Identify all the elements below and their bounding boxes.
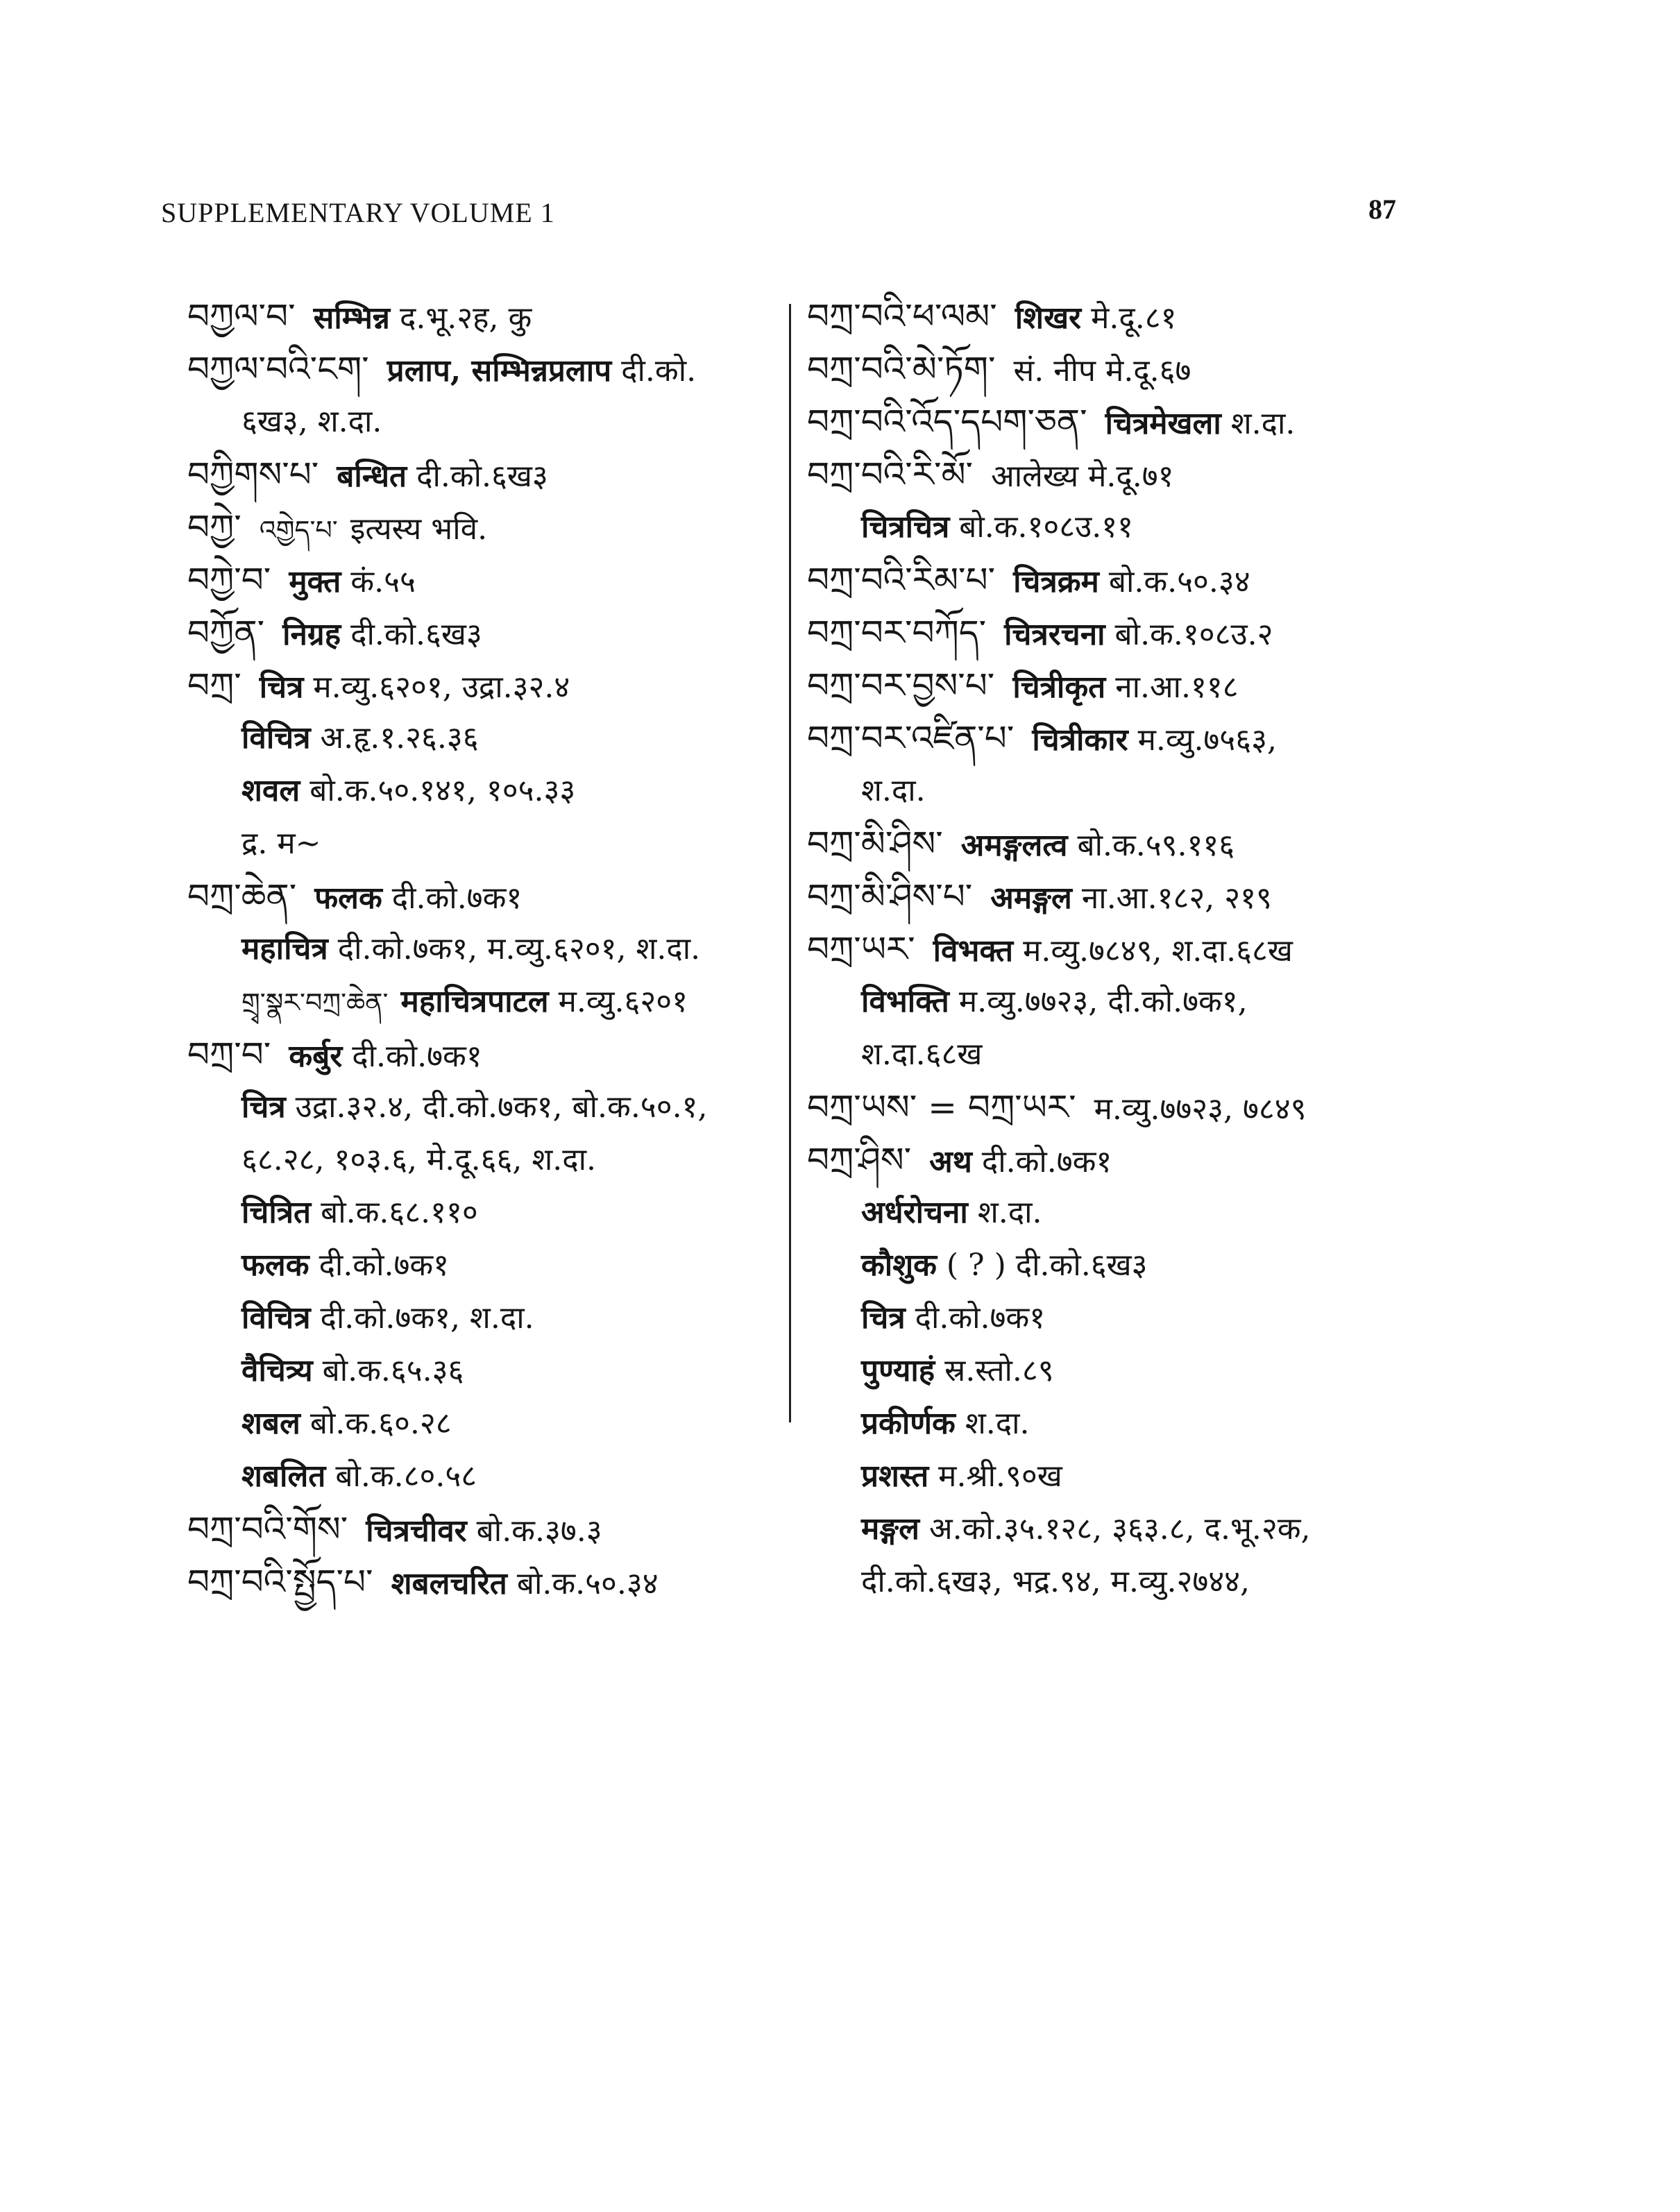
sanskrit-equivalent: शबलचरित xyxy=(391,1566,507,1601)
source-reference: द.भू.२ह, कु xyxy=(399,300,532,336)
dictionary-subentry xyxy=(187,395,798,448)
source-reference: म.श्री.९०ख xyxy=(938,1458,1062,1494)
tibetan-headword: བཀྲ་ཆེན་ xyxy=(187,876,297,917)
sanskrit-equivalent: फलक xyxy=(314,880,382,916)
source-reference: श.दा. xyxy=(1230,406,1296,441)
dictionary-entry xyxy=(187,290,798,343)
sanskrit-equivalent: मङ्गल xyxy=(861,1511,919,1547)
dictionary-entry xyxy=(187,554,798,606)
dictionary-entry xyxy=(807,606,1445,659)
dictionary-entry xyxy=(187,448,798,501)
dictionary-subentry xyxy=(187,1134,798,1186)
dictionary-subentry xyxy=(807,976,1445,1028)
source-reference: बो.क.६५.३६ xyxy=(322,1353,464,1388)
dictionary-subentry xyxy=(187,712,798,765)
sanskrit-equivalent: चित्रित xyxy=(241,1195,312,1230)
tibetan-headword: བཀྱལ་བ་ xyxy=(187,296,296,337)
tibetan-gloss: འགྱེད་པ་ xyxy=(259,515,338,545)
dictionary-subentry xyxy=(187,1450,798,1503)
sanskrit-equivalent: महाचित्रपाटल xyxy=(400,984,549,1019)
sanskrit-equivalent: अमङ्गलत्व xyxy=(960,828,1068,863)
source-reference: इत्यस्य भवि. xyxy=(350,511,488,547)
source-reference: बो.क.५०.३४ xyxy=(516,1566,659,1601)
source-reference: स्र.स्तो.८९ xyxy=(944,1353,1054,1388)
sanskrit-equivalent: विभक्ति xyxy=(861,984,949,1019)
tibetan-headword: བཀྱེ་ xyxy=(187,507,241,547)
dictionary-subentry xyxy=(187,1345,798,1397)
tibetan-headword: བཀྲ་བའི་རི་མོ་ xyxy=(807,454,974,495)
sanskrit-equivalent: विभक्त xyxy=(933,933,1014,969)
sanskrit-equivalent: निग्रह xyxy=(282,617,341,652)
source-reference: कं.५५ xyxy=(350,564,416,599)
dictionary-subentry xyxy=(187,923,798,976)
source-reference: श.दा.६८ख xyxy=(861,1037,983,1072)
source-reference: मे.दू.८१ xyxy=(1091,300,1177,336)
sanskrit-equivalent: चित्ररचना xyxy=(1004,617,1105,652)
dictionary-entry xyxy=(807,395,1445,448)
source-reference: दी.को.७क१ xyxy=(915,1300,1046,1336)
source-reference: म.व्यु.७५६३, xyxy=(1137,722,1277,758)
dictionary-subentry xyxy=(187,1081,798,1134)
sanskrit-equivalent: वैचित्र्य xyxy=(241,1353,313,1388)
page-number: 87 xyxy=(1368,194,1396,225)
tibetan-headword: བཀྲ་ཡར་ xyxy=(807,929,915,969)
source-reference: म.व्यु.७७२३, ७८४९ xyxy=(1094,1091,1307,1127)
sanskrit-equivalent: चित्रीकार xyxy=(1032,722,1128,758)
tibetan-headword: བཀྲ་བའི་གོས་ xyxy=(187,1509,348,1549)
dictionary-entry xyxy=(807,343,1445,395)
sanskrit-equivalent: पुण्याहं xyxy=(861,1353,935,1388)
running-header-title: SUPPLEMENTARY VOLUME 1 xyxy=(161,197,555,228)
sanskrit-equivalent: विचित्र xyxy=(241,1300,311,1336)
source-reference: श.दा. xyxy=(861,773,926,808)
sanskrit-equivalent: शबल xyxy=(241,1406,300,1441)
dictionary-subentry xyxy=(807,1292,1445,1345)
dictionary-subentry xyxy=(187,976,798,1028)
tibetan-gloss: གྲྭ་སྣར་བཀྲ་ཆེན་ xyxy=(241,987,389,1018)
dictionary-entry xyxy=(187,343,798,395)
source-reference: श.दा. xyxy=(965,1406,1030,1441)
source-reference: दी.को.७क१ xyxy=(352,1039,482,1074)
column-divider xyxy=(789,304,791,1422)
dictionary-subentry xyxy=(187,1397,798,1450)
dictionary-entry xyxy=(807,923,1445,976)
dictionary-subentry xyxy=(187,1292,798,1345)
source-reference: अ.को.३५.१२८, ३६३.८, द.भू.२क, xyxy=(929,1511,1311,1547)
tibetan-headword: བཀྲ་བའི་སྤྱོད་པ་ xyxy=(187,1562,373,1602)
dictionary-subentry xyxy=(187,765,798,817)
sanskrit-equivalent: चित्रचित्र xyxy=(861,509,950,545)
sanskrit-equivalent: बन्धित xyxy=(337,459,407,494)
source-reference: उद्रा.३२.४, दी.को.७क१, बो.क.५०.१, xyxy=(295,1089,708,1125)
tibetan-headword: བཀྲ་ཡས་ = བཀྲ་ཡར་ xyxy=(807,1087,1076,1128)
tibetan-headword: བཀྲ་བར་འཛིན་པ་ xyxy=(807,718,1015,758)
sanskrit-equivalent: अमङ्गल xyxy=(990,880,1072,916)
tibetan-headword: བཀྱེ་བ་ xyxy=(187,560,271,600)
tibetan-headword: བཀྱལ་བའི་ངག་ xyxy=(187,349,369,389)
source-reference: बो.क.५०.३४ xyxy=(1108,564,1250,599)
source-reference: अ.हृ.१.२६.३६ xyxy=(320,720,479,756)
tibetan-headword: བཀྲ་བའི་རིམ་པ་ xyxy=(807,560,996,600)
source-reference: श.दा. xyxy=(977,1195,1042,1230)
dictionary-entry xyxy=(807,870,1445,923)
source-reference: दी.को.७क१ xyxy=(391,880,523,916)
source-reference: ६८.२८, १०३.६, मे.दू.६६, श.दा. xyxy=(241,1142,596,1177)
source-reference: द्र. म~ xyxy=(241,826,321,861)
sanskrit-equivalent: चित्र xyxy=(241,1089,286,1125)
source-reference: बो.क.५०.१४१, १०५.३३ xyxy=(309,773,576,808)
dictionary-subentry xyxy=(807,501,1445,554)
dictionary-subentry xyxy=(807,765,1445,817)
dictionary-subentry xyxy=(807,1345,1445,1397)
source-reference: दी.को.६ख३, भद्र.९४, म.व्यु.२७४४, xyxy=(861,1564,1250,1599)
sanskrit-equivalent: शवल xyxy=(241,773,300,808)
source-reference: म.व्यु.७८४९, श.दा.६८ख xyxy=(1023,933,1293,969)
dictionary-entry xyxy=(807,712,1445,765)
tibetan-headword: བཀྲ་མི་ཤིས་ xyxy=(807,824,943,864)
tibetan-headword: བཀྱོན་ xyxy=(187,613,265,653)
tibetan-headword: བཀྲ་བའི་ཕ་ལམ་ xyxy=(807,296,997,337)
sanskrit-equivalent: महाचित्र xyxy=(241,931,328,967)
source-reference: बो.क.१०८उ.२ xyxy=(1114,617,1273,652)
source-reference: बो.क.६०.२८ xyxy=(309,1406,452,1441)
dictionary-entry xyxy=(807,448,1445,501)
source-reference: दी.को.७क१ xyxy=(319,1248,450,1283)
source-reference: म.व्यु.६२०१, उद्रा.३२.४ xyxy=(313,670,570,705)
dictionary-entry xyxy=(807,1134,1445,1186)
source-reference: ६ख३, श.दा. xyxy=(241,404,382,439)
sanskrit-equivalent: फलक xyxy=(241,1248,309,1283)
dictionary-subentry xyxy=(187,817,798,870)
dictionary-subentry xyxy=(807,1239,1445,1292)
tibetan-headword: བཀྲ་ xyxy=(187,665,241,706)
dictionary-entry xyxy=(807,659,1445,712)
dictionary-entry xyxy=(807,290,1445,343)
dictionary-entry xyxy=(807,554,1445,606)
sanskrit-equivalent: प्रलाप, सम्भिन्नप्रलाप xyxy=(387,353,612,389)
sanskrit-equivalent: प्रकीर्णक xyxy=(861,1406,956,1441)
source-reference: बो.क.६८.११० xyxy=(321,1195,478,1230)
left-column xyxy=(187,290,798,1608)
dictionary-entry xyxy=(187,606,798,659)
dictionary-entry xyxy=(187,1028,798,1081)
dictionary-entry xyxy=(187,870,798,923)
sanskrit-equivalent: चित्रीकृत xyxy=(1012,670,1106,705)
source-reference: सं. नीप मे.दू.६७ xyxy=(1013,353,1191,389)
source-reference: दी.को.६ख३ xyxy=(350,617,482,652)
source-reference: म.व्यु.६२०१ xyxy=(558,984,688,1019)
sanskrit-equivalent: अर्धरोचना xyxy=(861,1195,968,1230)
source-reference: दी.को.७क१, श.दा. xyxy=(320,1300,534,1336)
sanskrit-equivalent: चित्रमेखला xyxy=(1105,406,1221,441)
tibetan-headword: བཀྲ་ཤིས་ xyxy=(807,1140,912,1180)
dictionary-subentry xyxy=(807,1556,1445,1608)
sanskrit-equivalent: मुक्त xyxy=(289,564,341,599)
source-reference: बो.क.५९.११६ xyxy=(1077,828,1235,863)
source-reference: दी.को.७क१, म.व्यु.६२०१, श.दा. xyxy=(337,931,701,967)
dictionary-entry xyxy=(187,501,798,554)
dictionary-subentry xyxy=(187,1239,798,1292)
sanskrit-equivalent: चित्रक्रम xyxy=(1013,564,1099,599)
dictionary-entry xyxy=(187,1503,798,1556)
tibetan-headword: བཀྲ་བ་ xyxy=(187,1035,271,1075)
source-reference: म.व्यु.७७२३, दी.को.७क१, xyxy=(958,984,1248,1019)
source-reference: दी.को.६ख३ xyxy=(416,459,548,494)
dictionary-subentry xyxy=(807,1186,1445,1239)
source-reference: बो.क.८०.५८ xyxy=(335,1458,477,1494)
sanskrit-equivalent: चित्रचीवर xyxy=(366,1513,467,1549)
sanskrit-equivalent: प्रशस्त xyxy=(861,1458,929,1494)
sanskrit-equivalent: शिखर xyxy=(1015,300,1082,336)
tibetan-headword: བཀྲ་བའི་མེ་ཏོག་ xyxy=(807,349,996,389)
tibetan-headword: བཀྱིགས་པ་ xyxy=(187,454,319,495)
dictionary-entry xyxy=(807,1081,1445,1134)
dictionary-subentry xyxy=(807,1397,1445,1450)
source-reference: ना.आ.१८२, २१९ xyxy=(1081,880,1272,916)
source-reference: ( ? ) दी.को.६ख३ xyxy=(946,1248,1148,1283)
dictionary-subentry xyxy=(807,1503,1445,1556)
dictionary-subentry xyxy=(807,1028,1445,1081)
sanskrit-equivalent: कौशुक xyxy=(861,1248,937,1283)
dictionary-subentry xyxy=(187,1186,798,1239)
tibetan-headword: བཀྲ་མི་ཤིས་པ་ xyxy=(807,876,973,917)
sanskrit-equivalent: कर्बुर xyxy=(289,1039,343,1074)
right-column xyxy=(807,290,1445,1608)
sanskrit-equivalent: अथ xyxy=(929,1144,972,1180)
source-reference: आलेख्य मे.दू.७१ xyxy=(991,459,1174,494)
tibetan-headword: བཀྲ་བའི་འོད་དཔག་ཅན་ xyxy=(807,402,1087,442)
source-reference: दी.को.७क१ xyxy=(981,1144,1112,1180)
source-reference: बो.क.१०८उ.११ xyxy=(959,509,1134,545)
sanskrit-equivalent: शबलित xyxy=(241,1458,326,1494)
dictionary-subentry xyxy=(807,1450,1445,1503)
source-reference: दी.को. xyxy=(621,353,697,389)
tibetan-headword: བཀྲ་བར་བཀོད་ xyxy=(807,613,987,653)
dictionary-entry xyxy=(187,659,798,712)
tibetan-headword: བཀྲ་བར་བྱས་པ་ xyxy=(807,665,995,706)
sanskrit-equivalent: सम्भिन्न xyxy=(313,300,390,336)
sanskrit-equivalent: चित्र xyxy=(861,1300,906,1336)
sanskrit-equivalent: विचित्र xyxy=(241,720,311,756)
sanskrit-equivalent: चित्र xyxy=(259,670,304,705)
source-reference: ना.आ.११८ xyxy=(1115,670,1239,705)
dictionary-entry xyxy=(187,1556,798,1608)
source-reference: बो.क.३७.३ xyxy=(476,1513,602,1549)
dictionary-entry xyxy=(807,817,1445,870)
